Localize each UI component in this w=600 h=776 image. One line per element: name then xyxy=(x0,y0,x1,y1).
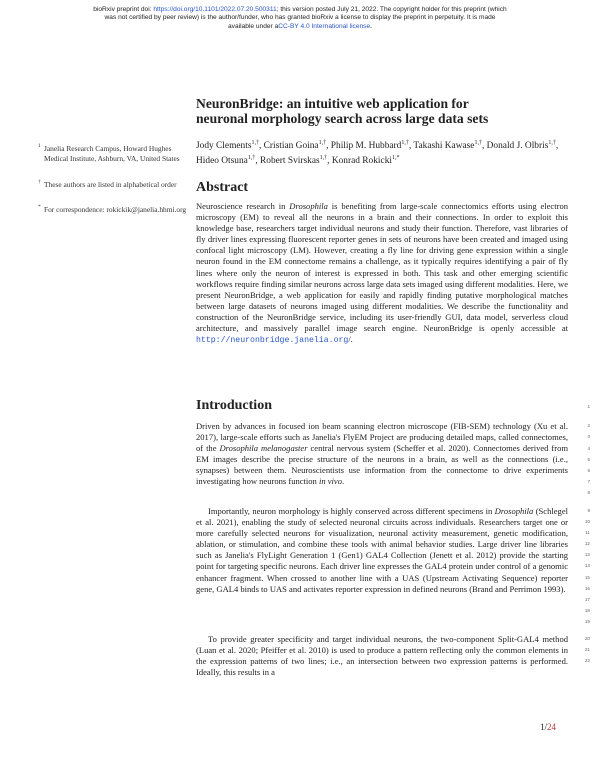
intro-span: central nervous system (Scheffer et al. 2020). Connectomes derived from EM images describe the precise structure of the neurons in a brain, as well as the connections (i.e., synapses) between them. Neuroscientists use information from the connectome to drive experiments investigating how neurons function xyxy=(196,443,568,487)
affiliation-mark: * xyxy=(38,204,41,210)
species-name: Drosophila xyxy=(289,201,328,211)
species-name: Drosophila xyxy=(494,506,534,516)
intro-span: To provide greater specificity and target individual neurons, the two-component Split-GAL4 method (Luan et al. 2020; Pfeiffer et al. 2010) is used to produce a pattern reflecting only the common elements in the expression patterns of two lines; i.e., an intersection between two expression patterns is performed. Ideally, this results in a xyxy=(196,634,568,678)
abstract-span: is benefiting from large-scale connectomics efforts using electron microscopy (EM) to reveal all the neurons in a brain and their connections. In order to exploit this knowledge base, researchers target individual neurons and study their function. Therefore, vast libraries of fly driver lines expressing fluorescent reporter genes in sets of neurons have been created and imaged using confocal light microscopy (LM). However, creating a fly line for driving gene expression within a single neuron found in the EM connectome remains a challenge, as it typically requires identifying a pair of fly lines where only the neuron of interest is expressed in both. This task and other emerging scientific workflows require finding similar neurons across large data sets imaged using different modalities. Here, we present NeuronBridge, a web application for easily and rapidly finding putative morphological matches between large datasets of neurons imaged using different modalities. We describe the functionality and construction of the NeuronBridge service, including its user-friendly GUI, data model, serverless cloud architecture, and massively parallel image search engine. NeuronBridge is openly accessible at xyxy=(196,201,568,334)
author-sup: 1,† xyxy=(474,140,482,146)
preprint-header xyxy=(20,6,580,31)
author: Takashi Kawase xyxy=(413,141,475,152)
header-text: . xyxy=(370,22,372,30)
header-text: was not certified by peer review) is the author/funder, who has granted bioRxiv a license to display the preprint in perpetuity. It is made xyxy=(104,14,496,22)
affiliation-mark: 1 xyxy=(38,143,41,149)
abstract-heading: Abstract xyxy=(196,180,249,195)
author: Cristian Goina xyxy=(263,141,319,152)
author-sup: 1,* xyxy=(392,155,400,162)
author: Donald xyxy=(486,141,515,152)
intro-paragraph-2 xyxy=(196,506,568,595)
line-number: 1 xyxy=(587,404,590,409)
line-number: 9 xyxy=(587,508,590,513)
line-number: 4 xyxy=(587,446,590,451)
author-sup: 1,† xyxy=(401,140,409,146)
total-pages[interactable]: 24 xyxy=(547,722,557,732)
affiliation-mark: † xyxy=(38,179,41,185)
line-number: 22 xyxy=(584,658,590,663)
title-line: neuronal morphology search across large data sets xyxy=(196,111,489,126)
line-number: 7 xyxy=(587,479,590,484)
line-number: 14 xyxy=(584,563,590,568)
affiliation-text: For correspondence: rokickik@janelia.hhmi.org xyxy=(44,205,187,214)
intro-paragraph-1 xyxy=(196,421,568,488)
line-number: 19 xyxy=(584,619,590,624)
line-number: 21 xyxy=(584,647,590,652)
line-number: 8 xyxy=(587,490,590,495)
line-number: 3 xyxy=(587,434,590,439)
line-number: 10 xyxy=(584,519,590,524)
intro-span: Driven by advances in focused ion beam scanning electron microscope (FIB-SEM) technology (Xu et al. 2017), large-scale efforts such as Janelia's FlyEM Project are producing detailed maps, called connectomes, of the xyxy=(196,421,568,454)
correspondence-note xyxy=(38,204,192,215)
line-number: 11 xyxy=(585,530,590,535)
author: J. Olbris xyxy=(516,141,549,152)
italic-term: in vivo xyxy=(318,476,342,487)
line-number: 5 xyxy=(587,457,590,462)
author-sup: 1,† xyxy=(251,140,259,146)
intro-span: . xyxy=(342,476,345,487)
author-sup: 1,† xyxy=(318,140,327,146)
abstract-span: Neuroscience research in xyxy=(196,201,290,211)
paper-title xyxy=(196,96,576,126)
affiliation-text: These authors are listed in alphabetical order xyxy=(44,180,177,189)
abstract-span: /. xyxy=(348,334,353,345)
author: Philip M. Hubbard xyxy=(330,141,402,152)
header-text: available under a xyxy=(228,22,279,30)
neuronbridge-url[interactable]: http://neuronbridge.janelia.org xyxy=(196,336,349,346)
page-number xyxy=(540,722,556,732)
author-sup: 1,† xyxy=(548,140,556,146)
author-sup: 1,† xyxy=(247,155,256,162)
current-page: 1 xyxy=(540,722,545,732)
license-link[interactable]: CC-BY 4.0 International license xyxy=(278,22,371,30)
line-number: 2 xyxy=(587,423,590,428)
line-number: 6 xyxy=(587,468,590,473)
intro-span: Importantly, neuron morphology is highly conserved across different specimens in xyxy=(208,506,495,516)
line-number: 15 xyxy=(584,575,590,580)
line-number: 17 xyxy=(584,597,590,602)
title-line: NeuronBridge: an intuitive web application for xyxy=(196,96,469,111)
author-list: Jody Clements$^{1,\dagger}$, Cristian Goina$^{1,\dagger}$, Philip M. Hubbard$^{1,\dagger}$, Takashi Kawase$^{1,\dagger}$, Donald J. Olbris$^{1,\dagger}$, Hideo Otsuna$^{1,\dagger}$, Robert Svirskas$^{1,\dagger}$, Konrad Rokicki$^{1,*}$ xyxy=(196,140,559,167)
author-sup: 1,† xyxy=(319,155,328,162)
intro-span: (Schlegel et al. 2021), enabling the study of selected neuronal circuits across individuals. Researchers target one or more carefully selected neurons for visualization, neuronal activity measurement, genetic modification, ablation, or stimulation, and combine these tools with animal behavior studies. Large driver line libraries such as Janelia's FlyLight Generation 1 (Gen1) GAL4 Collection (Jenett et al. 2012) provide the starting point for targeting specific neurons. Each driver line expresses the GAL4 protein under control of a genomic enhancer fragment. When crossed to another line with a UAS (Upstream Activating Sequence) reporter gene, GAL4 binds to UAS and activates reporter expression in defined neurons (Brand and Perrimon 1993). xyxy=(196,506,568,594)
abstract-text xyxy=(196,201,568,346)
line-number: 16 xyxy=(584,586,590,591)
author: Konrad Rokicki xyxy=(331,156,392,167)
doi-link[interactable]: https://doi.org/10.1101/2022.07.20.500311 xyxy=(153,6,277,13)
affiliation-text: Janelia Research Campus, Howard Hughes Medical Institute, Ashburn, VA, United States xyxy=(44,144,180,163)
page-separator: / xyxy=(544,722,548,732)
header-text: ; this version posted July 21, 2022. The copyright holder for this preprint (which xyxy=(276,6,507,13)
intro-paragraph-3 xyxy=(196,634,568,678)
author: Hideo Otsuna xyxy=(196,156,248,167)
author: Robert Svirskas xyxy=(260,156,320,167)
species-name: Drosophila melanogaster xyxy=(219,443,308,454)
line-number: 18 xyxy=(584,608,590,613)
header-text: bioRxiv preprint doi: xyxy=(93,6,154,13)
affiliation-note xyxy=(38,143,192,163)
line-number: 12 xyxy=(584,541,590,546)
author: Jody Clements xyxy=(196,141,252,152)
introduction-heading: Introduction xyxy=(196,398,272,413)
author-order-note xyxy=(38,179,192,190)
line-number: 20 xyxy=(584,636,590,641)
line-number: 13 xyxy=(584,552,590,557)
